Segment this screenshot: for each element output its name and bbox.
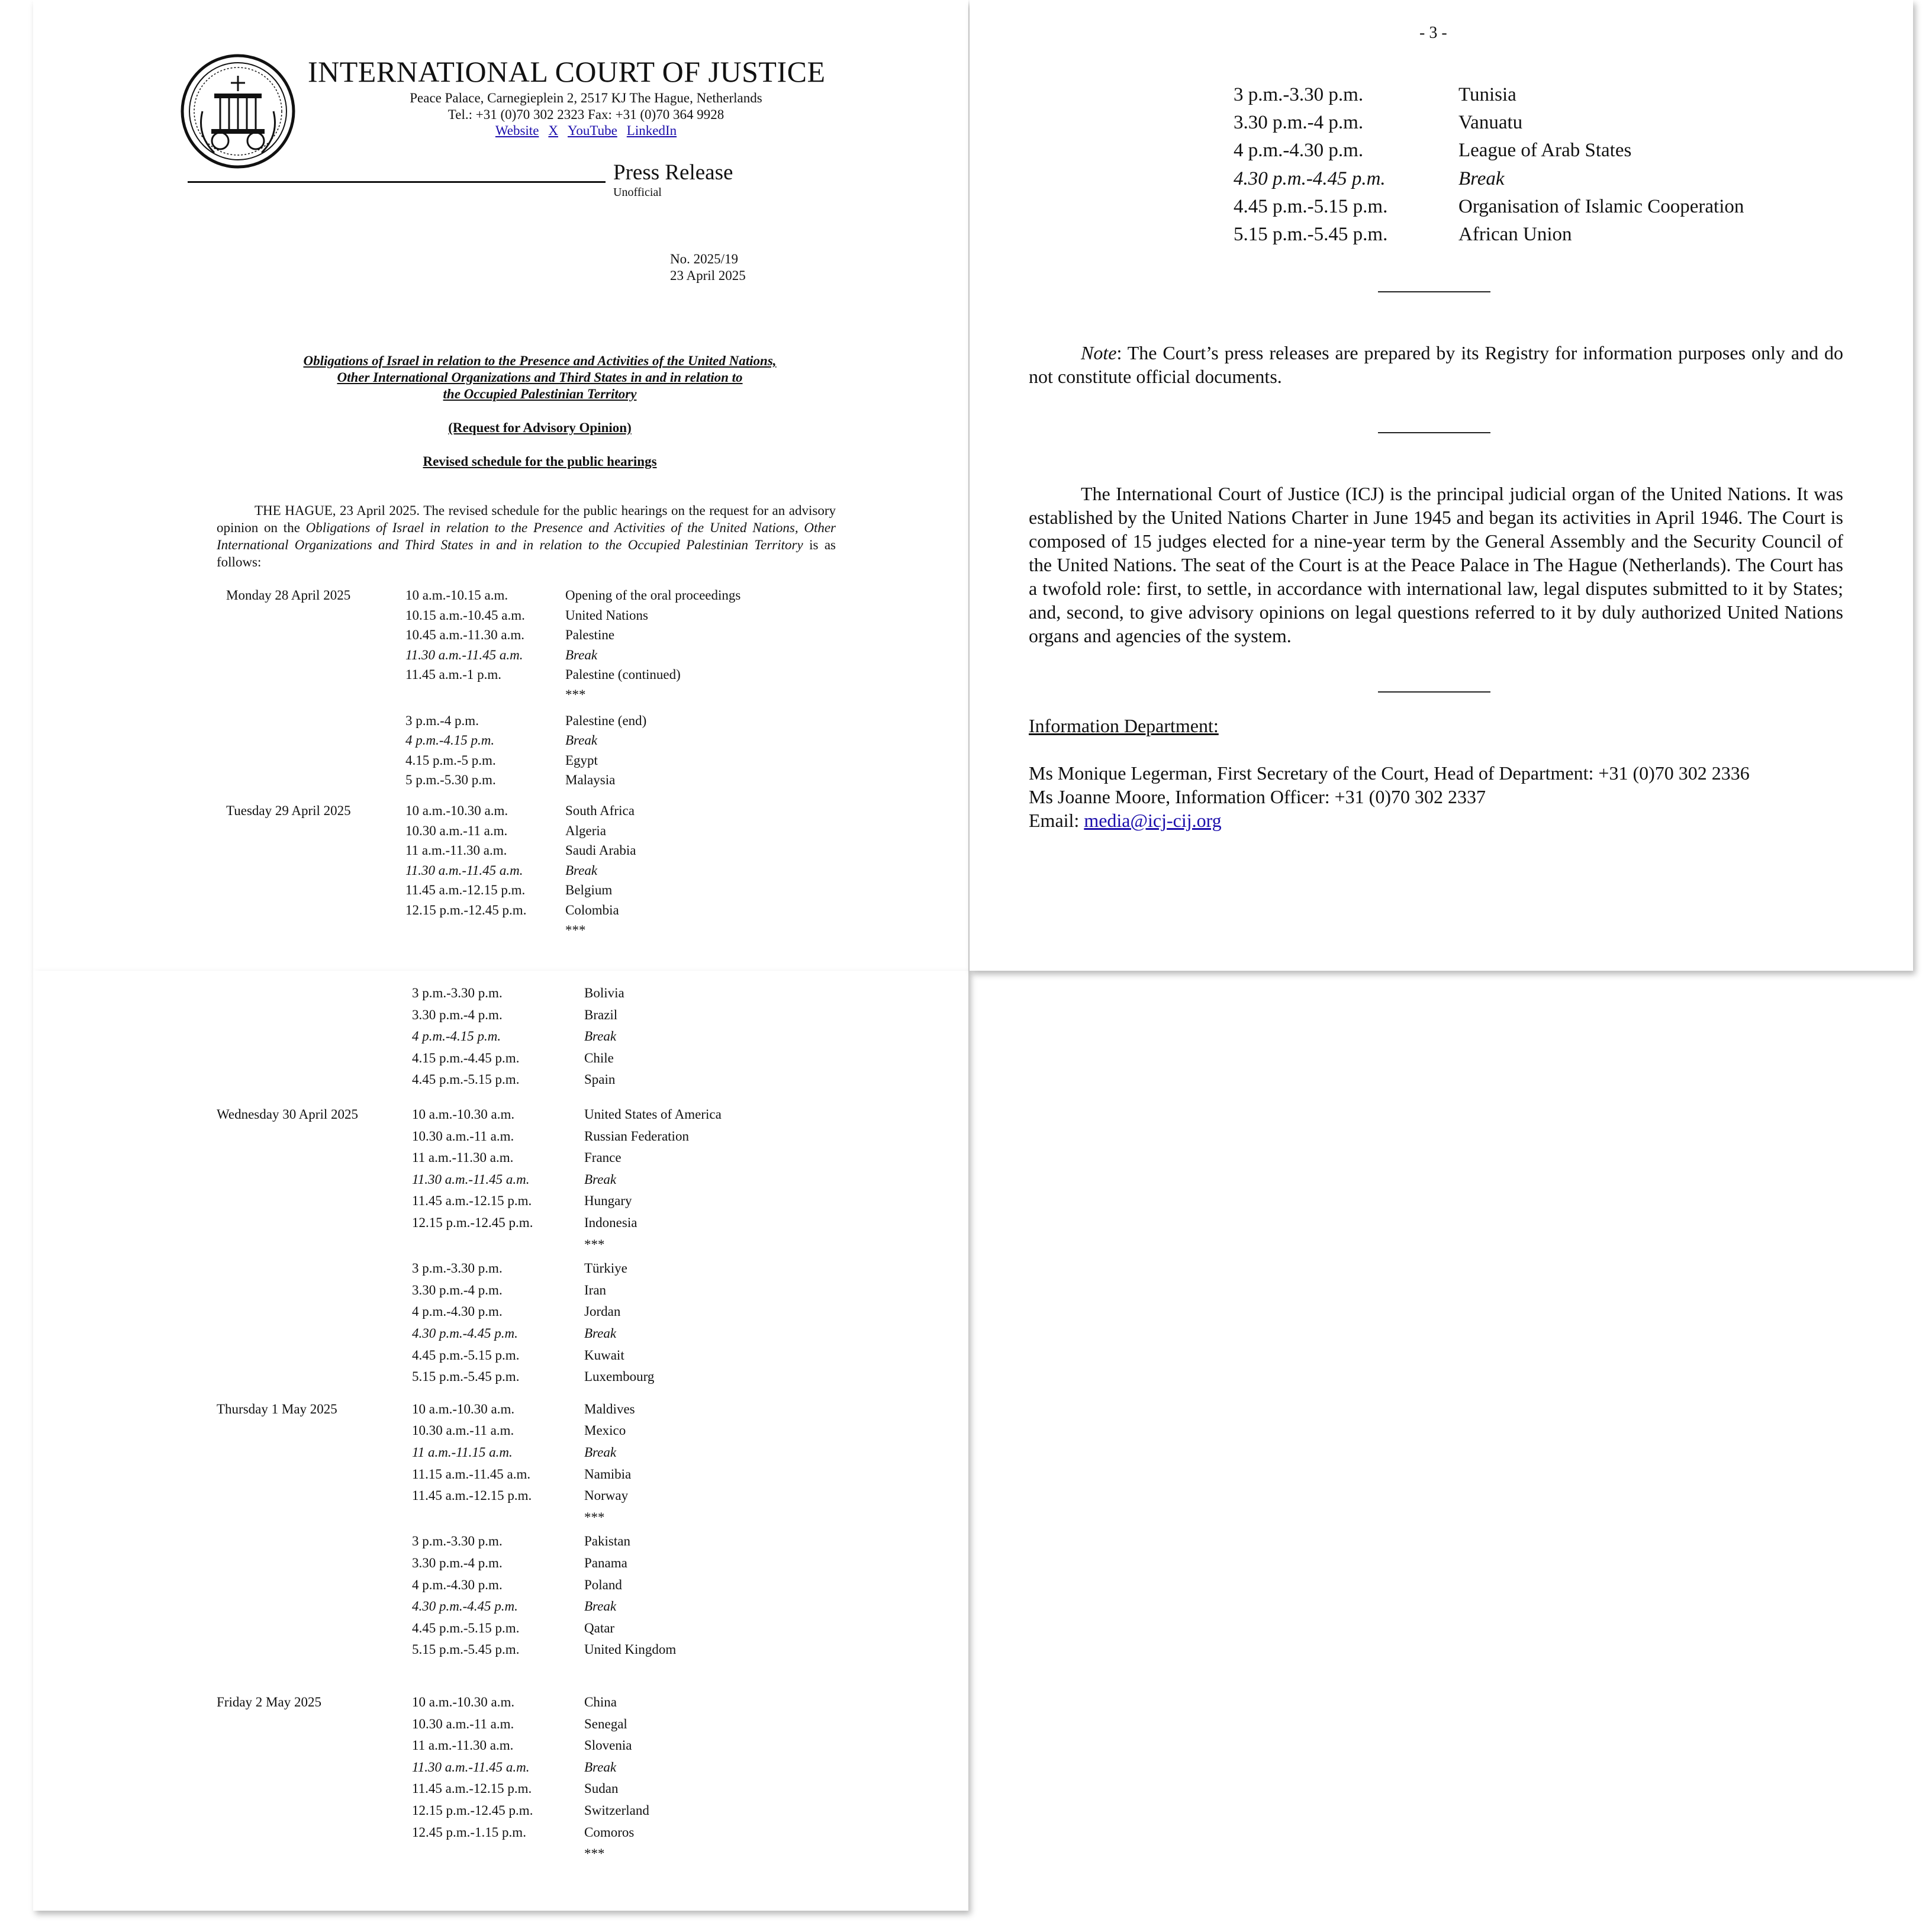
- time-slot: 4.15 p.m.-4.45 p.m.: [412, 1050, 520, 1065]
- time-slot: 11 a.m.-11.30 a.m.: [412, 1150, 514, 1165]
- separator: [1378, 691, 1490, 693]
- time-slot: 11 a.m.-11.15 a.m.: [412, 1445, 513, 1460]
- speaker-name: Maldives: [584, 1401, 635, 1416]
- case-title: [244, 353, 836, 402]
- speaker-name: Break: [584, 1171, 617, 1187]
- separator: [1378, 291, 1490, 292]
- phone-fax-line: Tel.: +31 (0)70 302 2323 Fax: +31 (0)70 364 9928: [447, 107, 724, 122]
- case-title-line: Obligations of Israel in relation to the Presence and Activities of the United Nations,: [303, 353, 777, 368]
- time-slot: 4 p.m.-4.30 p.m.: [412, 1304, 503, 1319]
- speaker-name: Iran: [584, 1282, 607, 1297]
- speaker-name: Break: [565, 733, 598, 748]
- speaker-name: League of Arab States: [1458, 140, 1632, 162]
- unofficial-label: Unofficial: [613, 186, 662, 199]
- time-slot: 3 p.m.-3.30 p.m.: [1234, 84, 1364, 105]
- speaker-name: Hungary: [584, 1193, 632, 1209]
- session-separator: ***: [565, 687, 586, 702]
- time-slot: 3 p.m.-3.30 p.m.: [412, 986, 503, 1000]
- time-slot: 3 p.m.-4 p.m.: [405, 713, 479, 728]
- speaker-name: Colombia: [565, 903, 619, 917]
- speaker-name: Spain: [584, 1072, 616, 1087]
- time-slot: 4.45 p.m.-5.15 p.m.: [412, 1347, 520, 1363]
- speaker-name: Switzerland: [584, 1803, 649, 1818]
- speaker-name: Break: [584, 1759, 617, 1775]
- speaker-name: Palestine (end): [565, 713, 647, 728]
- press-release-number: No. 2025/19: [670, 252, 738, 266]
- request-heading: (Request for Advisory Opinion): [448, 420, 632, 435]
- speaker-name: Break: [584, 1029, 617, 1044]
- speaker-name: Egypt: [565, 752, 598, 768]
- case-title-line: the Occupied Palestinian Territory: [443, 387, 637, 401]
- intro-lead: THE HAGUE, 23 April 2025. The revised schedule for the public hearings on the request for an advisory opinion on the: [217, 503, 836, 535]
- day-label: Wednesday 30 April 2025: [217, 1107, 358, 1122]
- icj-seal-logo: [179, 52, 297, 170]
- speaker-name: African Union: [1458, 224, 1572, 245]
- time-slot: 10.30 a.m.-11 a.m.: [412, 1128, 514, 1144]
- time-slot: 4 p.m.-4.30 p.m.: [1234, 140, 1364, 162]
- page-1: [33, 0, 968, 971]
- speaker-name: Türkiye: [584, 1261, 627, 1276]
- speaker-name: Opening of the oral proceedings: [565, 588, 741, 603]
- time-slot: 5.15 p.m.-5.45 p.m.: [1234, 224, 1388, 245]
- speaker-name: Poland: [584, 1577, 622, 1592]
- time-slot: 11.45 a.m.-12.15 p.m.: [405, 883, 526, 898]
- speaker-name: Indonesia: [584, 1215, 637, 1230]
- time-slot: 5.15 p.m.-5.45 p.m.: [412, 1642, 520, 1657]
- speaker-name: Break: [565, 647, 598, 662]
- intro-paragraph: [217, 502, 836, 571]
- time-slot: 4.30 p.m.-4.45 p.m.: [412, 1326, 518, 1341]
- speaker-name: Break: [584, 1445, 617, 1460]
- speaker-name: France: [584, 1150, 622, 1165]
- day-label: Friday 2 May 2025: [217, 1695, 321, 1709]
- email-label: Email:: [1029, 810, 1084, 831]
- day-label: Thursday 1 May 2025: [217, 1401, 337, 1416]
- time-slot: 11.30 a.m.-11.45 a.m.: [405, 862, 523, 878]
- separator: [1378, 432, 1490, 433]
- speaker-name: Brazil: [584, 1007, 618, 1022]
- link-website[interactable]: Website: [495, 123, 539, 138]
- time-slot: 10.15 a.m.-10.45 a.m.: [405, 607, 525, 623]
- session-separator: ***: [584, 1237, 605, 1252]
- social-links: [308, 123, 864, 139]
- time-slot: 11.15 a.m.-11.45 a.m.: [412, 1466, 531, 1482]
- time-slot: 3.30 p.m.-4 p.m.: [412, 1282, 503, 1297]
- time-slot: 11.45 a.m.-1 p.m.: [405, 667, 502, 682]
- speaker-name: Kuwait: [584, 1347, 624, 1363]
- email-line: [1029, 810, 1222, 832]
- speaker-name: Vanuatu: [1458, 112, 1523, 134]
- time-slot: 11.45 a.m.-12.15 p.m.: [412, 1781, 532, 1796]
- time-slot: 10 a.m.-10.30 a.m.: [412, 1695, 515, 1709]
- address-line: Peace Palace, Carnegieplein 2, 2517 KJ The Hague, Netherlands: [410, 91, 762, 105]
- time-slot: 10 a.m.-10.30 a.m.: [412, 1401, 515, 1416]
- speaker-name: Slovenia: [584, 1738, 632, 1753]
- speaker-name: Russian Federation: [584, 1128, 689, 1144]
- time-slot: 3 p.m.-3.30 p.m.: [412, 1534, 503, 1549]
- time-slot: 10.30 a.m.-11 a.m.: [412, 1716, 514, 1731]
- speaker-name: Panama: [584, 1556, 627, 1570]
- court-name: INTERNATIONAL COURT OF JUSTICE: [308, 55, 826, 88]
- speaker-name: Qatar: [584, 1620, 615, 1635]
- time-slot: 12.15 p.m.-12.45 p.m.: [412, 1215, 533, 1230]
- time-slot: 10.45 a.m.-11.30 a.m.: [405, 627, 525, 643]
- day-label: Monday 28 April 2025: [226, 588, 351, 603]
- speaker-name: South Africa: [565, 803, 635, 818]
- time-slot: 11 a.m.-11.30 a.m.: [412, 1738, 514, 1753]
- speaker-name: Break: [565, 862, 598, 878]
- speaker-name: Bolivia: [584, 986, 624, 1000]
- speaker-name: Mexico: [584, 1423, 626, 1438]
- time-slot: 4.45 p.m.-5.15 p.m.: [412, 1620, 520, 1635]
- time-slot: 12.45 p.m.-1.15 p.m.: [412, 1824, 526, 1840]
- speaker-name: Break: [1458, 168, 1505, 189]
- email-link[interactable]: media@icj-cij.org: [1084, 810, 1222, 831]
- speaker-name: United Nations: [565, 607, 648, 623]
- time-slot: 11.30 a.m.-11.45 a.m.: [412, 1171, 530, 1187]
- speaker-name: Jordan: [584, 1304, 621, 1319]
- time-slot: 4.30 p.m.-4.45 p.m.: [412, 1599, 518, 1614]
- time-slot: 10 a.m.-10.15 a.m.: [405, 588, 508, 603]
- page-2: [33, 971, 968, 1911]
- speaker-name: China: [584, 1695, 617, 1709]
- intro-tail: is as follows:: [217, 537, 836, 569]
- time-slot: 4.45 p.m.-5.15 p.m.: [412, 1072, 520, 1087]
- time-slot: 11 a.m.-11.30 a.m.: [405, 843, 507, 858]
- note-paragraph: [1029, 341, 1843, 388]
- document-number: [670, 251, 746, 284]
- page-number: - 3 -: [1419, 24, 1447, 42]
- time-slot: 4.30 p.m.-4.45 p.m.: [1234, 168, 1386, 189]
- information-department-heading: Information Department:: [1029, 715, 1219, 736]
- speaker-name: Belgium: [565, 883, 613, 898]
- time-slot: 4.45 p.m.-5.15 p.m.: [1234, 195, 1388, 217]
- speaker-name: Organisation of Islamic Cooperation: [1458, 195, 1744, 217]
- time-slot: 11.30 a.m.-11.45 a.m.: [405, 647, 523, 662]
- case-title-line: Other International Organizations and Third States in and in relation to: [337, 370, 743, 385]
- speaker-name: Sudan: [584, 1781, 619, 1796]
- time-slot: 12.15 p.m.-12.45 p.m.: [412, 1803, 533, 1818]
- about-paragraph: The International Court of Justice (ICJ) is the principal judicial organ of the United Nations. It was established by the United Nations Charter in June 1945 and began its activities in April 1946. The Court is composed of 15 judges elected for a nine-year term by the General Assembly and the Security Council of the United Nations. The seat of the Court is at the Peace Palace in The Hague (Netherlands). The Court has a twofold role: first, to settle, in accordance with international law, legal disputes submitted to it by States; and, second, to give advisory opinions on legal questions referred to it by duly authorized United Nations organs and agencies of the system.: [1029, 483, 1843, 646]
- header-rule: [188, 181, 606, 183]
- time-slot: 3 p.m.-3.30 p.m.: [412, 1261, 503, 1276]
- time-slot: 11.45 a.m.-12.15 p.m.: [412, 1488, 532, 1503]
- time-slot: 11.30 a.m.-11.45 a.m.: [412, 1759, 530, 1775]
- time-slot: 4 p.m.-4.30 p.m.: [412, 1577, 503, 1592]
- speaker-name: Pakistan: [584, 1534, 630, 1549]
- time-slot: 5 p.m.-5.30 p.m.: [405, 772, 496, 788]
- time-slot: 11.45 a.m.-12.15 p.m.: [412, 1193, 532, 1209]
- press-release-date: 23 April 2025: [670, 268, 746, 283]
- note-text: : The Court’s press releases are prepared by its Registry for information purposes only and do not constitute official documents.: [1029, 342, 1843, 387]
- speaker-name: Palestine (continued): [565, 667, 681, 682]
- contact-line: Ms Monique Legerman, First Secretary of the Court, Head of Department: +31 (0)70 302 2336: [1029, 762, 1750, 784]
- court-address: [308, 90, 864, 123]
- time-slot: 3.30 p.m.-4 p.m.: [412, 1556, 503, 1570]
- speaker-name: Luxembourg: [584, 1369, 655, 1384]
- speaker-name: Algeria: [565, 823, 606, 838]
- session-separator: ***: [584, 1846, 605, 1862]
- time-slot: 10.30 a.m.-11 a.m.: [412, 1423, 514, 1438]
- session-separator: ***: [565, 922, 586, 938]
- contact-line: Ms Joanne Moore, Information Officer: +31 (0)70 302 2337: [1029, 786, 1486, 807]
- speaker-name: Senegal: [584, 1716, 627, 1731]
- time-slot: 5.15 p.m.-5.45 p.m.: [412, 1369, 520, 1384]
- link-youtube[interactable]: YouTube: [568, 123, 617, 138]
- speaker-name: United Kingdom: [584, 1642, 677, 1657]
- time-slot: 4 p.m.-4.15 p.m.: [412, 1029, 501, 1044]
- speaker-name: Malaysia: [565, 772, 616, 788]
- time-slot: 3.30 p.m.-4 p.m.: [1234, 112, 1364, 134]
- note-label: Note: [1081, 342, 1117, 363]
- intro-case-name: Obligations of Israel in relation to the Presence and Activities of the United Nations, Other International Organizations and Third States in and in relation to the Occupied Palestinian Territory: [217, 520, 836, 552]
- speaker-name: United States of America: [584, 1107, 722, 1122]
- link-linkedin[interactable]: LinkedIn: [626, 123, 677, 138]
- time-slot: 10.30 a.m.-11 a.m.: [405, 823, 508, 838]
- press-release-title: Press Release: [613, 160, 733, 185]
- speaker-name: Palestine: [565, 627, 615, 643]
- speaker-name: Break: [584, 1326, 617, 1341]
- link-x[interactable]: X: [548, 123, 559, 138]
- speaker-name: Namibia: [584, 1466, 632, 1482]
- time-slot: 12.15 p.m.-12.45 p.m.: [405, 903, 527, 917]
- speaker-name: Norway: [584, 1488, 629, 1503]
- time-slot: 3.30 p.m.-4 p.m.: [412, 1007, 503, 1022]
- time-slot: 10 a.m.-10.30 a.m.: [412, 1107, 515, 1122]
- day-label: Tuesday 29 April 2025: [226, 803, 351, 818]
- speaker-name: Break: [584, 1599, 617, 1614]
- time-slot: 10 a.m.-10.30 a.m.: [405, 803, 508, 818]
- speaker-name: Comoros: [584, 1824, 635, 1840]
- speaker-name: Tunisia: [1458, 84, 1516, 105]
- session-separator: ***: [584, 1509, 605, 1525]
- page-3: [970, 0, 1913, 971]
- time-slot: 4.15 p.m.-5 p.m.: [405, 752, 496, 768]
- speaker-name: Saudi Arabia: [565, 843, 636, 858]
- time-slot: 4 p.m.-4.15 p.m.: [405, 733, 495, 748]
- schedule-heading: Revised schedule for the public hearings: [423, 454, 657, 469]
- speaker-name: Chile: [584, 1050, 614, 1065]
